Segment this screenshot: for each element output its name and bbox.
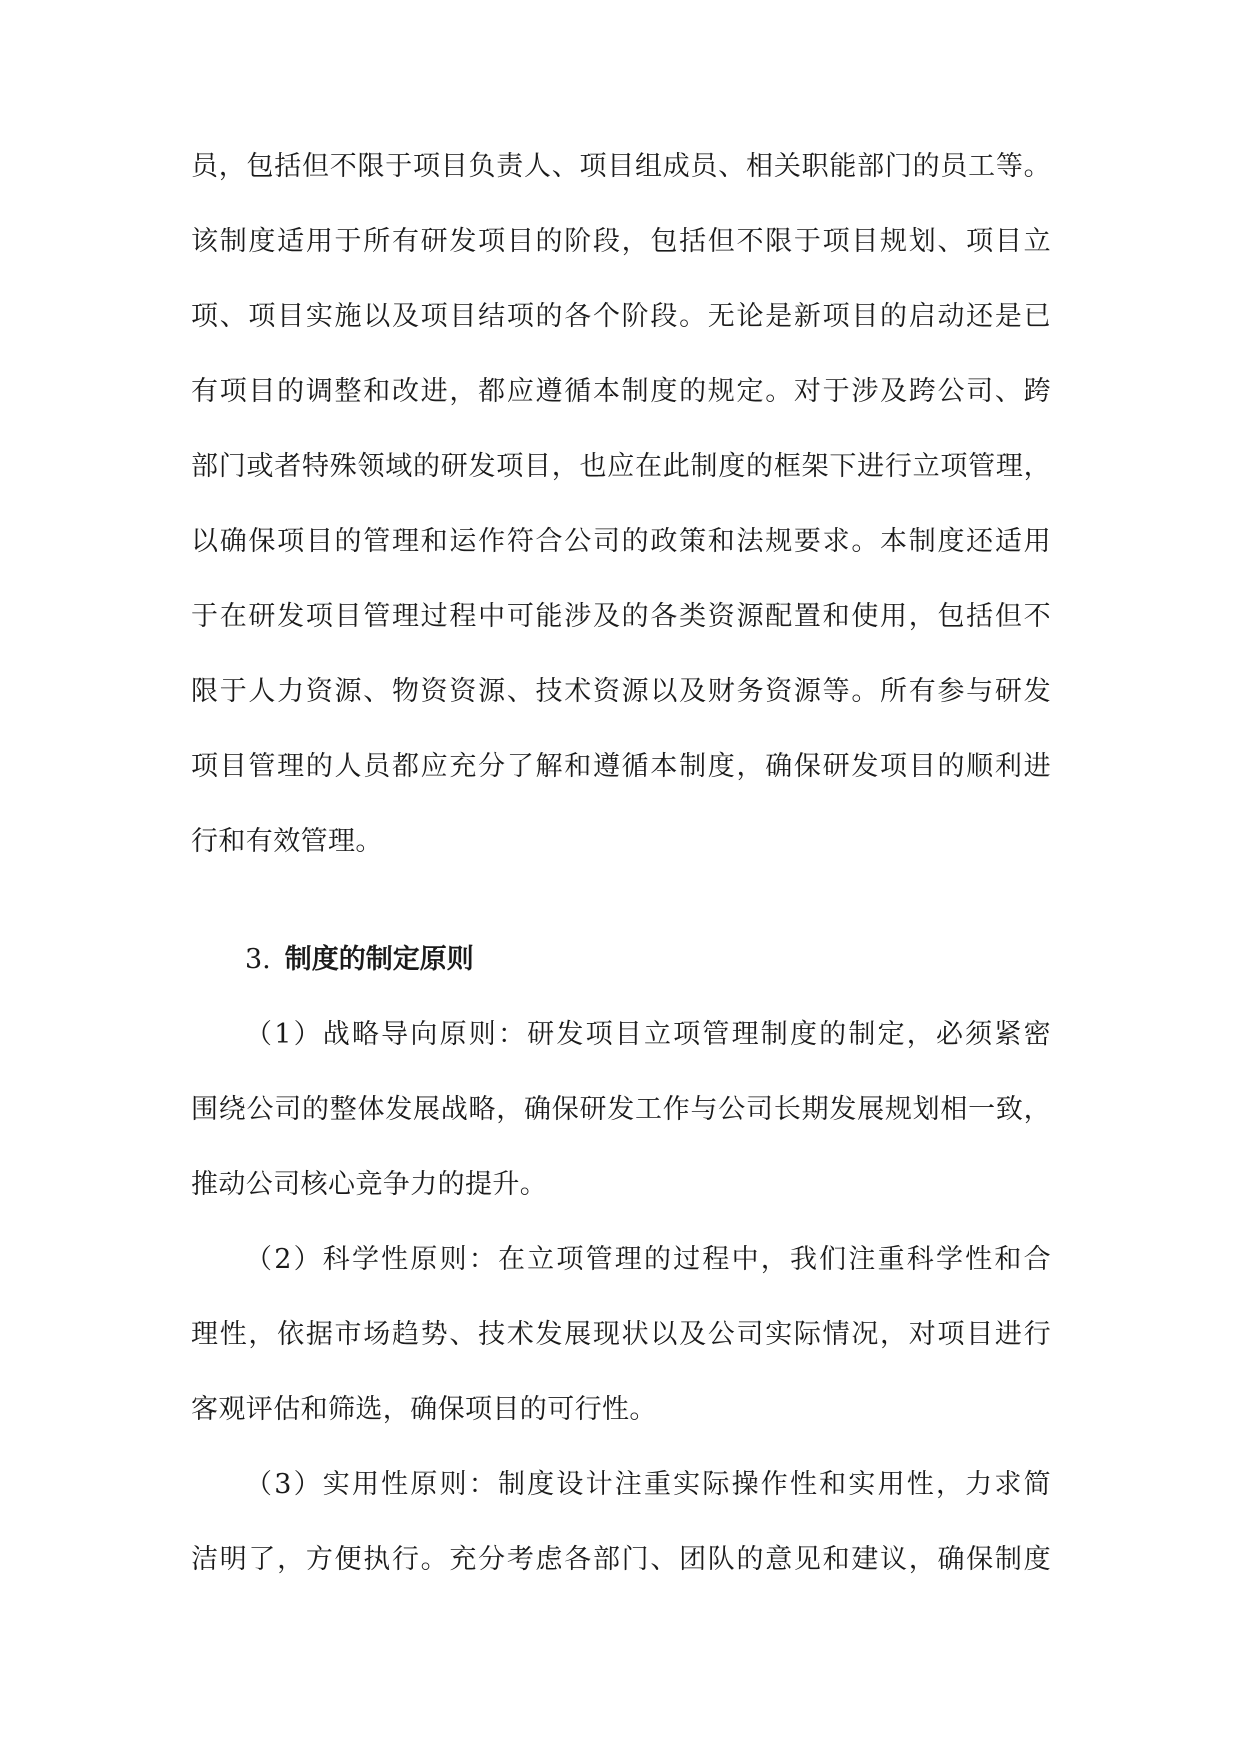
text-line: 该制度适用于所有研发项目的阶段，包括但不限于项目规划、项目立	[191, 226, 1051, 257]
text-line: 行和有效管理。	[191, 826, 383, 857]
text-line: （1）战略导向原则：研发项目立项管理制度的制定，必须紧密	[245, 1019, 1051, 1050]
text-line: 员，包括但不限于项目负责人、项目组成员、相关职能部门的员工等。	[191, 151, 1051, 182]
section-heading	[245, 940, 474, 980]
text-line: 部门或者特殊领域的研发项目，也应在此制度的框架下进行立项管理，	[191, 451, 1051, 482]
text-line: 项、项目实施以及项目结项的各个阶段。无论是新项目的启动还是已	[191, 301, 1051, 332]
section-title: 制度的制定原则	[284, 944, 474, 975]
text-line: 以确保项目的管理和运作符合公司的政策和法规要求。本制度还适用	[191, 526, 1051, 557]
text-line: （3）实用性原则：制度设计注重实际操作性和实用性，力求简	[245, 1469, 1051, 1500]
text-line: 有项目的调整和改进，都应遵循本制度的规定。对于涉及跨公司、跨	[191, 376, 1051, 407]
text-line: （2）科学性原则：在立项管理的过程中，我们注重科学性和合	[245, 1244, 1051, 1275]
text-line: 客观评估和筛选，确保项目的可行性。	[191, 1394, 657, 1425]
text-line: 理性，依据市场趋势、技术发展现状以及公司实际情况，对项目进行	[191, 1319, 1051, 1350]
text-line: 限于人力资源、物资资源、技术资源以及财务资源等。所有参与研发	[191, 676, 1051, 707]
section-number: 3.	[245, 944, 271, 975]
text-line: 洁明了，方便执行。充分考虑各部门、团队的意见和建议，确保制度	[191, 1544, 1051, 1575]
text-line: 项目管理的人员都应充分了解和遵循本制度，确保研发项目的顺利进	[191, 751, 1051, 782]
text-line: 围绕公司的整体发展战略，确保研发工作与公司长期发展规划相一致，	[191, 1094, 1051, 1125]
text-line: 推动公司核心竞争力的提升。	[191, 1169, 548, 1200]
text-line: 于在研发项目管理过程中可能涉及的各类资源配置和使用，包括但不	[191, 601, 1051, 632]
